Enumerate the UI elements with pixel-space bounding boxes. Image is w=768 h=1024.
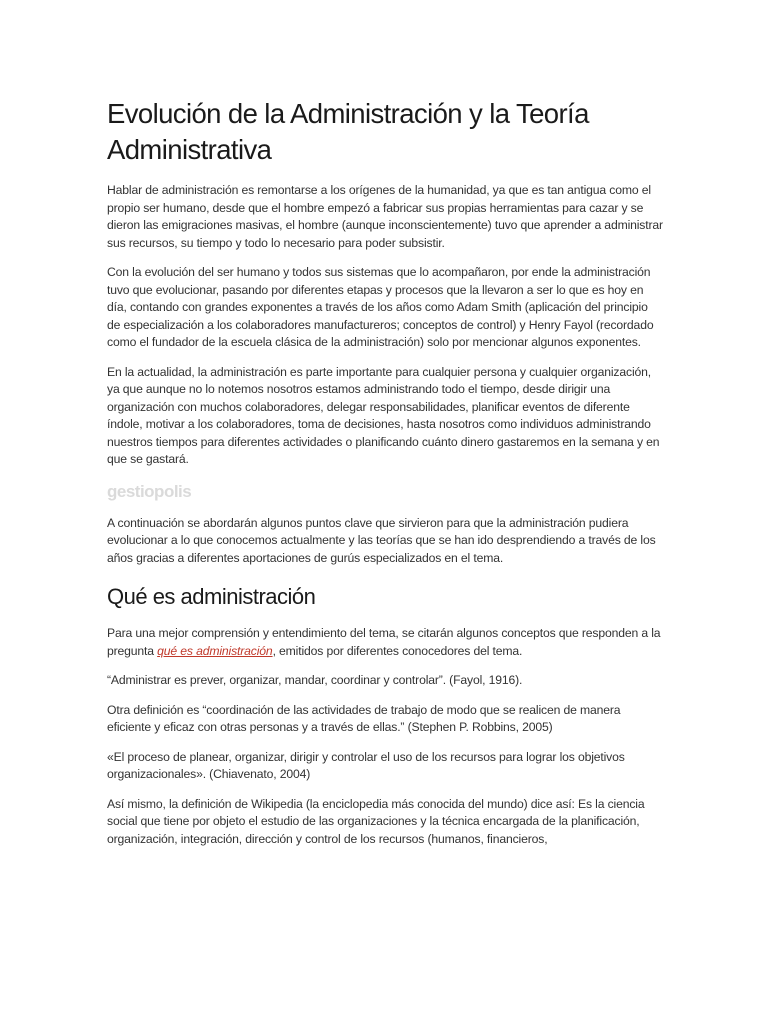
quote-robbins: Otra definición es “coordinación de las actividades de trabajo de modo que se realicen de manera eficiente y eficaz con otras personas y a través de ellas.” (Stephen P. Robbins, 2005) — [107, 702, 621, 734]
intro-text-before-link: Para una mejor comprensión y entendimiento del tema, se citarán algunos conceptos que responden a la pregunta — [107, 626, 661, 658]
que-es-administracion-link[interactable]: qué es administración — [157, 643, 273, 658]
paragraph-definition-intro — [107, 625, 663, 660]
quote-chiavenato: «El proceso de planear, organizar, dirigir y controlar el uso de los recursos para lograr los objetivos organizacionales». (Chiavenato, 2004) — [107, 749, 625, 781]
gestiopolis-logo-watermark: gestiopolis — [107, 481, 192, 501]
document-page — [107, 96, 663, 860]
paragraph-intro-3: En la actualidad, la administración es parte importante para cualquier persona y cualquier organización, ya que aunque no lo notemos nosotros estamos administrando todo el tiempo, desde dirigir una organización con muchos colaboradores, delegar responsabilidades, planificar eventos de diferente índole, motivar a los colaboradores, toma de decisiones, hasta nosotros como individuos administrando nuestros tiempos para diferentes actividades o planificando cuánto dinero gastaremos en la semana y en que se gastará. — [107, 364, 660, 466]
quote-wikipedia: Así mismo, la definición de Wikipedia (la enciclopedia más conocida del mundo) dice así: Es la ciencia social que tiene por objeto el estudio de las organizaciones y la técnica encargada de la planificación, organización, integración, dirección y control de los recursos (humanos, financieros, — [107, 796, 645, 846]
section-heading: Qué es administración — [107, 584, 316, 609]
paragraph-continuation: A continuación se abordarán algunos puntos clave que sirvieron para que la administración pudiera evolucionar a lo que conocemos actualmente y las teorías que se han ido desprendiendo a través de los años gracias a diferentes aportaciones de gurús especializados en el tema. — [107, 515, 656, 565]
document-title: Evolución de la Administración y la Teoría Administrativa — [107, 98, 589, 165]
paragraph-intro-1: Hablar de administración es remontarse a los orígenes de la humanidad, ya que es tan antigua como el propio ser humano, desde que el hombre empezó a fabricar sus propias herramientas para cazar y se dieron las emigraciones masivas, el hombre (aunque inconscientemente) tuvo que aprender a administrar sus recursos, su tiempo y todo lo necesario para poder subsistir. — [107, 183, 663, 250]
intro-text-after-link: , emitidos por diferentes conocedores del tema. — [272, 643, 523, 658]
section-que-es-administracion — [107, 583, 663, 848]
paragraph-intro-2: Con la evolución del ser humano y todos sus sistemas que lo acompañaron, por ende la administración tuvo que evolucionar, pasando por diferentes etapas y procesos que la llevaron a ser lo que es hoy en día, contando con grandes exponentes a través de los años como Adam Smith (aplicación del principio de especialización a los colaboradores manufactureros; conceptos de control) y Henry Fayol (recordado como el fundador de la escuela clásica de la administración) solo por mencionar algunos exponentes. — [107, 265, 654, 349]
quote-fayol: “Administrar es prever, organizar, mandar, coordinar y controlar”. (Fayol, 1916). — [107, 673, 523, 687]
